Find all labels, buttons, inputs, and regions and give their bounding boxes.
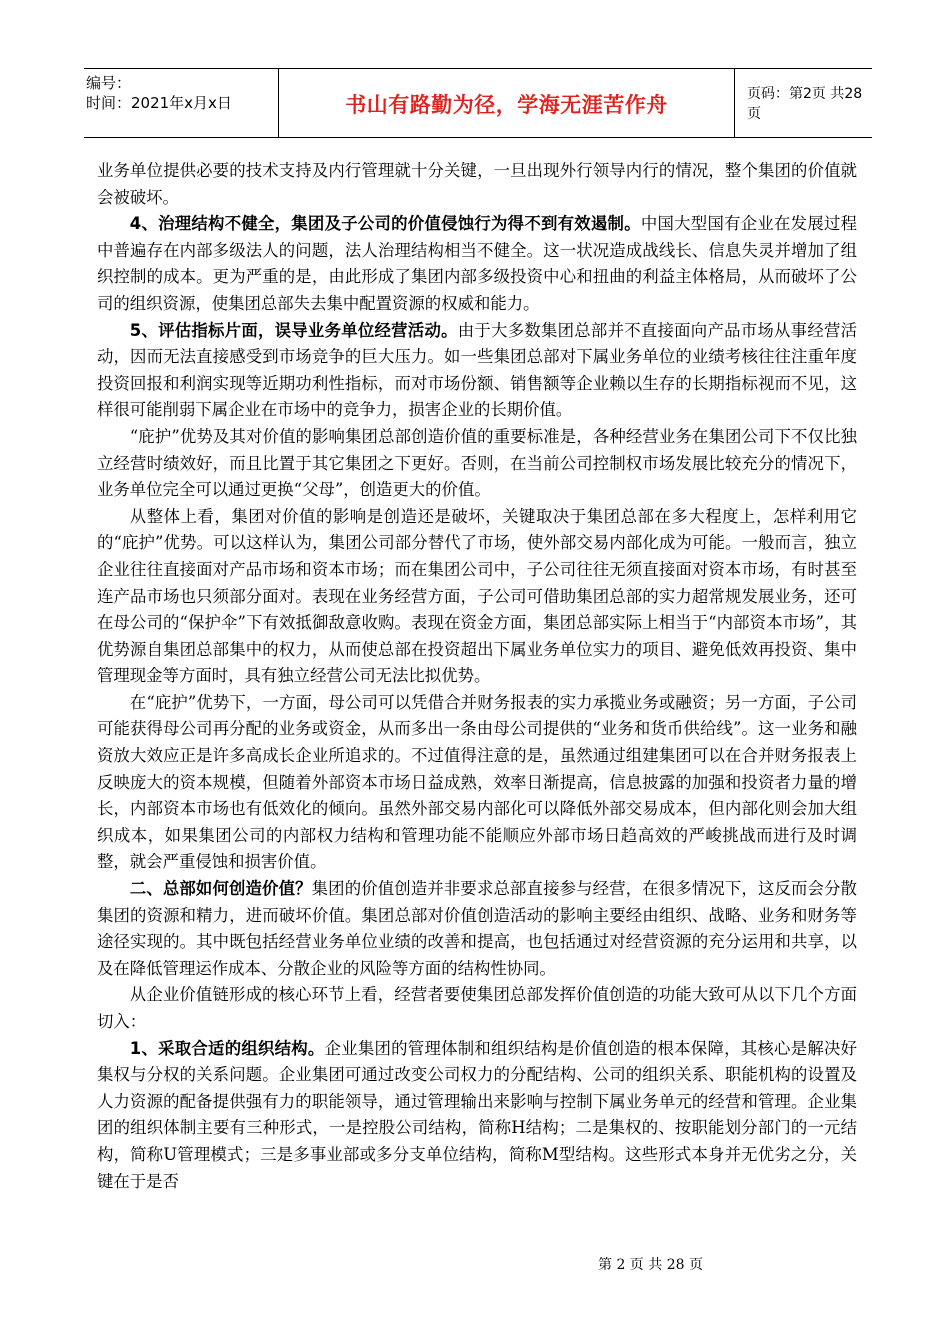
header-page-info: 页码：第2页 共28页 <box>747 86 863 122</box>
paragraph-6 <box>97 690 857 876</box>
page-footer: 第 2 页 共 28 页 <box>598 1257 703 1273</box>
paragraph-text: 从企业价值链形成的核心环节上看，经营者要使集团总部发挥价值创造的功能大致可从以下几个方面切入： <box>97 985 857 1031</box>
header-motto: 书山有路勤为径，学海无涯苦作舟 <box>279 69 735 137</box>
paragraph-text: 中国大型国有企业在发展过程中普遍存在内部多级法人的问题，法人治理结构相当不健全。这一状况造成战线长、信息失灵并增加了组织控制的成本。更为严重的是，由此形成了集团内部多级投资中心和扭曲的利益主体格局，从而破坏了公司的组织资源，使集团总部失去集中配置资源的权威和能力。 <box>97 214 858 313</box>
paragraph-heading: 4、治理结构不健全，集团及子公司的价值侵蚀行为得不到有效遏制。 <box>129 214 641 234</box>
paragraph-7 <box>97 876 857 982</box>
paragraph-text: 集团的价值创造并非要求总部直接参与经营，在很多情况下，这反而会分散集团的资源和精力，进而破坏价值。集团总部对价值创造活动的影响主要经由组织、战略、业务和财务等途径实现的。其中既包括经营业务单位业绩的改善和提高，也包括通过对经营资源的充分运用和共享，以及在降低管理运作成本、分散企业的风险等方面的结构性协同。 <box>97 879 858 978</box>
page-header <box>84 68 872 138</box>
paragraph-8 <box>97 982 857 1035</box>
paragraph-1 <box>97 158 857 211</box>
document-body <box>97 158 857 1195</box>
paragraph-heading: 5、评估指标片面，误导业务单位经营活动。 <box>129 320 458 340</box>
paragraph-5 <box>97 504 857 690</box>
paragraph-text: 由于大多数集团总部并不直接面向产品市场从事经营活动，因而无法直接感受到市场竞争的巨大压力。如一些集团总部对下属业务单位的业绩考核往往注重年度投资回报和利润实现等近期功利性指标，而对市场份额、销售额等企业赖以生存的长期指标视而不见，这样很可能削弱下属企业在市场中的竞争力，损害企业的长期价值。 <box>97 320 858 420</box>
paragraph-heading: 1、采取合适的组织结构。 <box>129 1038 325 1058</box>
document-number-label: 编号： <box>86 74 132 92</box>
section-heading: 二、总部如何创造价值？ <box>129 879 312 899</box>
paragraph-text: 企业集团的管理体制和组织结构是价值创造的根本保障，其核心是解决好集权与分权的关系问题。企业集团可通过改变公司权力的分配结构、公司的组织关系、职能机构的设置及人力资源的配备提供强有力的职能领导，通过管理输出来影响与控制下属业务单元的经营和管理。企业集团的组织体制主要有三种形式，一是控股公司结构，简称H结构；二是集权的、按职能划分部门的一元结构，简称U管理模式；三是多事业部或多分支单位结构，简称M型结构。这些形式本身并无优劣之分，关键在于是否 <box>97 1038 858 1191</box>
paragraph-text: 业务单位提供必要的技术支持及内行管理就十分关键，一旦出现外行领导内行的情况，整个集团的价值就会被破坏。 <box>97 161 857 207</box>
paragraph-2 <box>97 211 857 317</box>
header-meta <box>84 69 279 137</box>
paragraph-9 <box>97 1036 857 1196</box>
document-time-label: 时间：2021年x月x日 <box>86 94 232 112</box>
paragraph-text: 在“庇护”优势下，一方面，母公司可以凭借合并财务报表的实力承揽业务或融资；另一方面，子公司可能获得母公司再分配的业务或资金，从而多出一条由母公司提供的“业务和货币供给线”。这一业务和融资放大效应正是许多高成长企业所追求的。不过值得注意的是，虽然通过组建集团可以在合并财务报表上反映庞大的资本规模，但随着外部资本市场日益成熟，效率日渐提高，信息披露的加强和投资者力量的增长，内部资本市场也有低效化的倾向。虽然外部交易内部化可以降低外部交易成本，但内部化则会加大组织成本，如果集团公司的内部权力结构和管理功能不能顺应外部市场日趋高效的严峻挑战而进行及时调整，就会严重侵蚀和损害价值。 <box>97 692 857 872</box>
paragraph-text: 从整体上看，集团对价值的影响是创造还是破坏，关键取决于集团总部在多大程度上，怎样利用它的“庇护”优势。可以这样认为，集团公司部分替代了市场，使外部交易内部化成为可能。一般而言，独立企业往往直接面对产品市场和资本市场；而在集团公司中，子公司往往无须直接面对资本市场，有时甚至连产品市场也只须部分面对。表现在业务经营方面，子公司可借助集团总部的实力超常规发展业务，还可在母公司的“保护伞”下有效抵御敌意收购。表现在资金方面，集团总部实际上相当于“内部资本市场”，其优势源自集团总部集中的权力，从而使总部在投资超出下属业务单位实力的项目、避免低效再投资、集中管理现金等方面时，具有独立经营公司无法比拟优势。 <box>97 506 857 686</box>
paragraph-3 <box>97 318 857 424</box>
paragraph-text: “庇护”优势及其对价值的影响集团总部创造价值的重要标准是，各种经营业务在集团公司下不仅比独立经营时绩效好，而且比置于其它集团之下更好。否则，在当前公司控制权市场发展比较充分的情况下，业务单位完全可以通过更换“父母”，创造更大的价值。 <box>97 426 857 500</box>
paragraph-4 <box>97 424 857 504</box>
